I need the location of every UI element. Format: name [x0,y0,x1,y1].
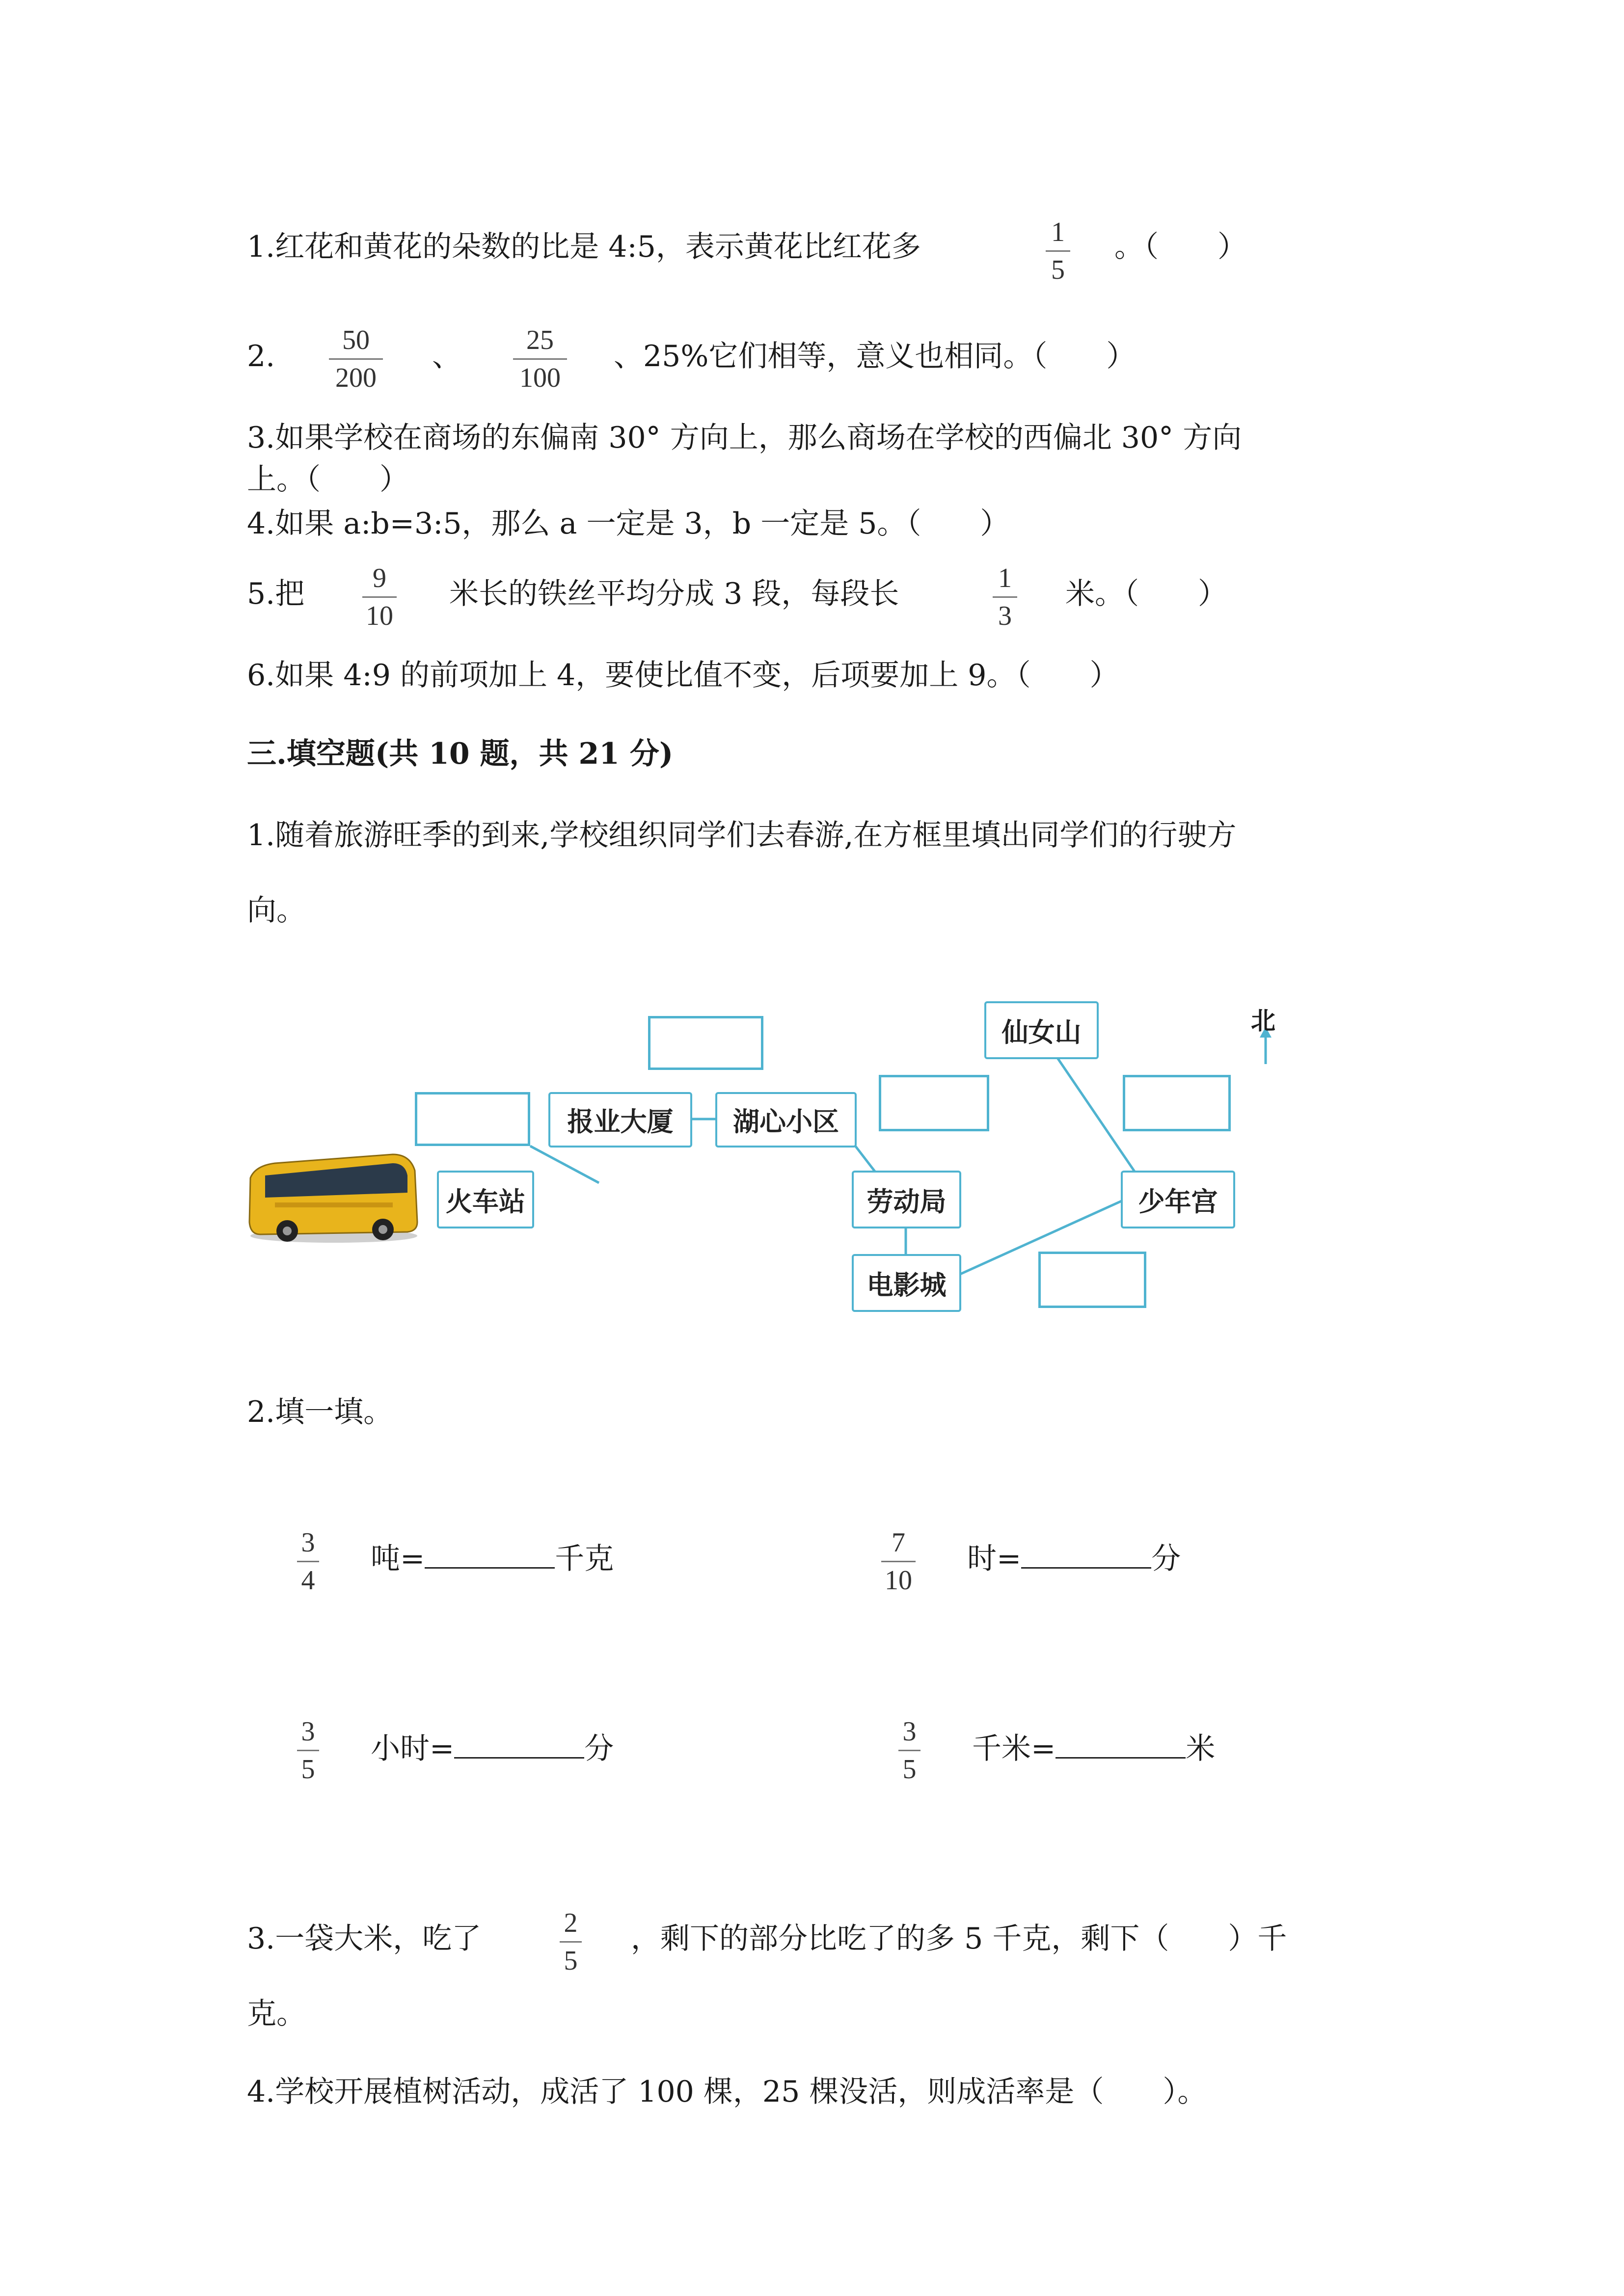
fill-q2-item3-fraction: 3 5 [297,1715,319,1786]
fill-q2-item2-fraction: 7 10 [881,1526,916,1597]
place-youth-palace: 少年宫 [1121,1171,1235,1228]
answer-box-5[interactable] [1038,1252,1146,1308]
fill-q2-item4-fraction: 3 5 [898,1715,920,1786]
judge-q4: 4.如果 a:b=3:5，那么 a 一定是 3，b 一定是 5。（ ） [247,507,1010,541]
answer-box-4[interactable] [1123,1075,1231,1131]
judge-q2-number: 2. [247,339,275,374]
judge-q1-tail: 。（ ） [1114,230,1247,264]
fill-q1-line1: 1.随着旅游旺季的到来,学校组织同学们去春游,在方框里填出同学们的行驶方 [247,818,1237,853]
answer-blank[interactable] [1021,1538,1151,1569]
answer-box-1[interactable] [648,1016,763,1070]
fill-q1-line2: 向。 [247,893,306,928]
judge-q2-tail: 、25%它们相等，意义也相同。（ ） [614,339,1136,374]
judge-q5-tail: 米。（ ） [1065,577,1227,611]
answer-blank[interactable] [454,1728,584,1759]
judge-q5-fraction-2: 1 3 [993,562,1017,632]
fill-q2-item1-fraction: 3 4 [297,1526,319,1597]
place-fairy-mountain: 仙女山 [984,1001,1099,1059]
place-huxin-community: 湖心小区 [715,1092,857,1148]
place-baoye-building: 报业大厦 [548,1092,692,1148]
place-labor-bureau: 劳动局 [852,1171,961,1228]
fraction-numerator: 1 [1051,217,1065,247]
judge-q6: 6.如果 4:9 的前项加上 4，要使比值不变，后项要加上 9。（ ） [247,658,1119,693]
fill-q2-item2: 时= 分 [967,1538,1181,1578]
north-label: 北 [1251,1007,1275,1035]
bus-icon [245,1148,422,1247]
answer-blank[interactable] [425,1538,555,1569]
link-station-baoye [530,1146,599,1183]
fill-q3-fraction: 2 5 [560,1907,582,1977]
answer-blank[interactable] [1056,1728,1186,1759]
fill-q2-item1: 吨= 千克 [371,1538,614,1578]
fill-q4: 4.学校开展植树活动，成活了 100 棵，25 棵没活，则成活率是（ ）。 [247,2075,1207,2109]
fill-q2-item3: 小时= 分 [371,1728,614,1768]
fill-q3-pre: 3.一袋大米，吃了 [247,1922,482,1956]
fill-q3-tail: ，剩下的部分比吃了的多 5 千克，剩下（ ）千 [631,1922,1287,1956]
answer-box-2[interactable] [415,1092,530,1146]
fill-q3-line2: 克。 [247,1997,306,2031]
judge-q3-line2: 上。（ ） [247,462,409,497]
section-title: 三.填空题(共 10 题，共 21 分) [247,737,674,771]
place-train-station: 火车站 [437,1171,534,1228]
judge-q5-mid: 米长的铁丝平均分成 3 段，每段长 [449,577,899,611]
place-cinema: 电影城 [852,1254,961,1312]
judge-q5-fraction-1: 9 10 [362,562,397,632]
judge-q2-fraction-2: 25 100 [513,324,567,394]
fill-q2-item4: 千米= 米 [972,1728,1215,1768]
judge-q2-fraction-1: 50 200 [329,324,383,394]
judge-q2-separator: 、 [432,339,461,374]
fill-q2-title: 2.填一填。 [247,1395,393,1429]
fraction-denominator: 5 [1051,255,1065,285]
judge-q5-pre: 5.把 [247,577,305,611]
judge-q3-line1: 3.如果学校在商场的东偏南 30° 方向上，那么商场在学校的西偏北 30° 方向 [247,421,1242,455]
answer-box-3[interactable] [879,1075,989,1131]
judge-q1-text: 1.红花和黄花的朵数的比是 4:5，表示黄花比红花多 [247,230,921,264]
